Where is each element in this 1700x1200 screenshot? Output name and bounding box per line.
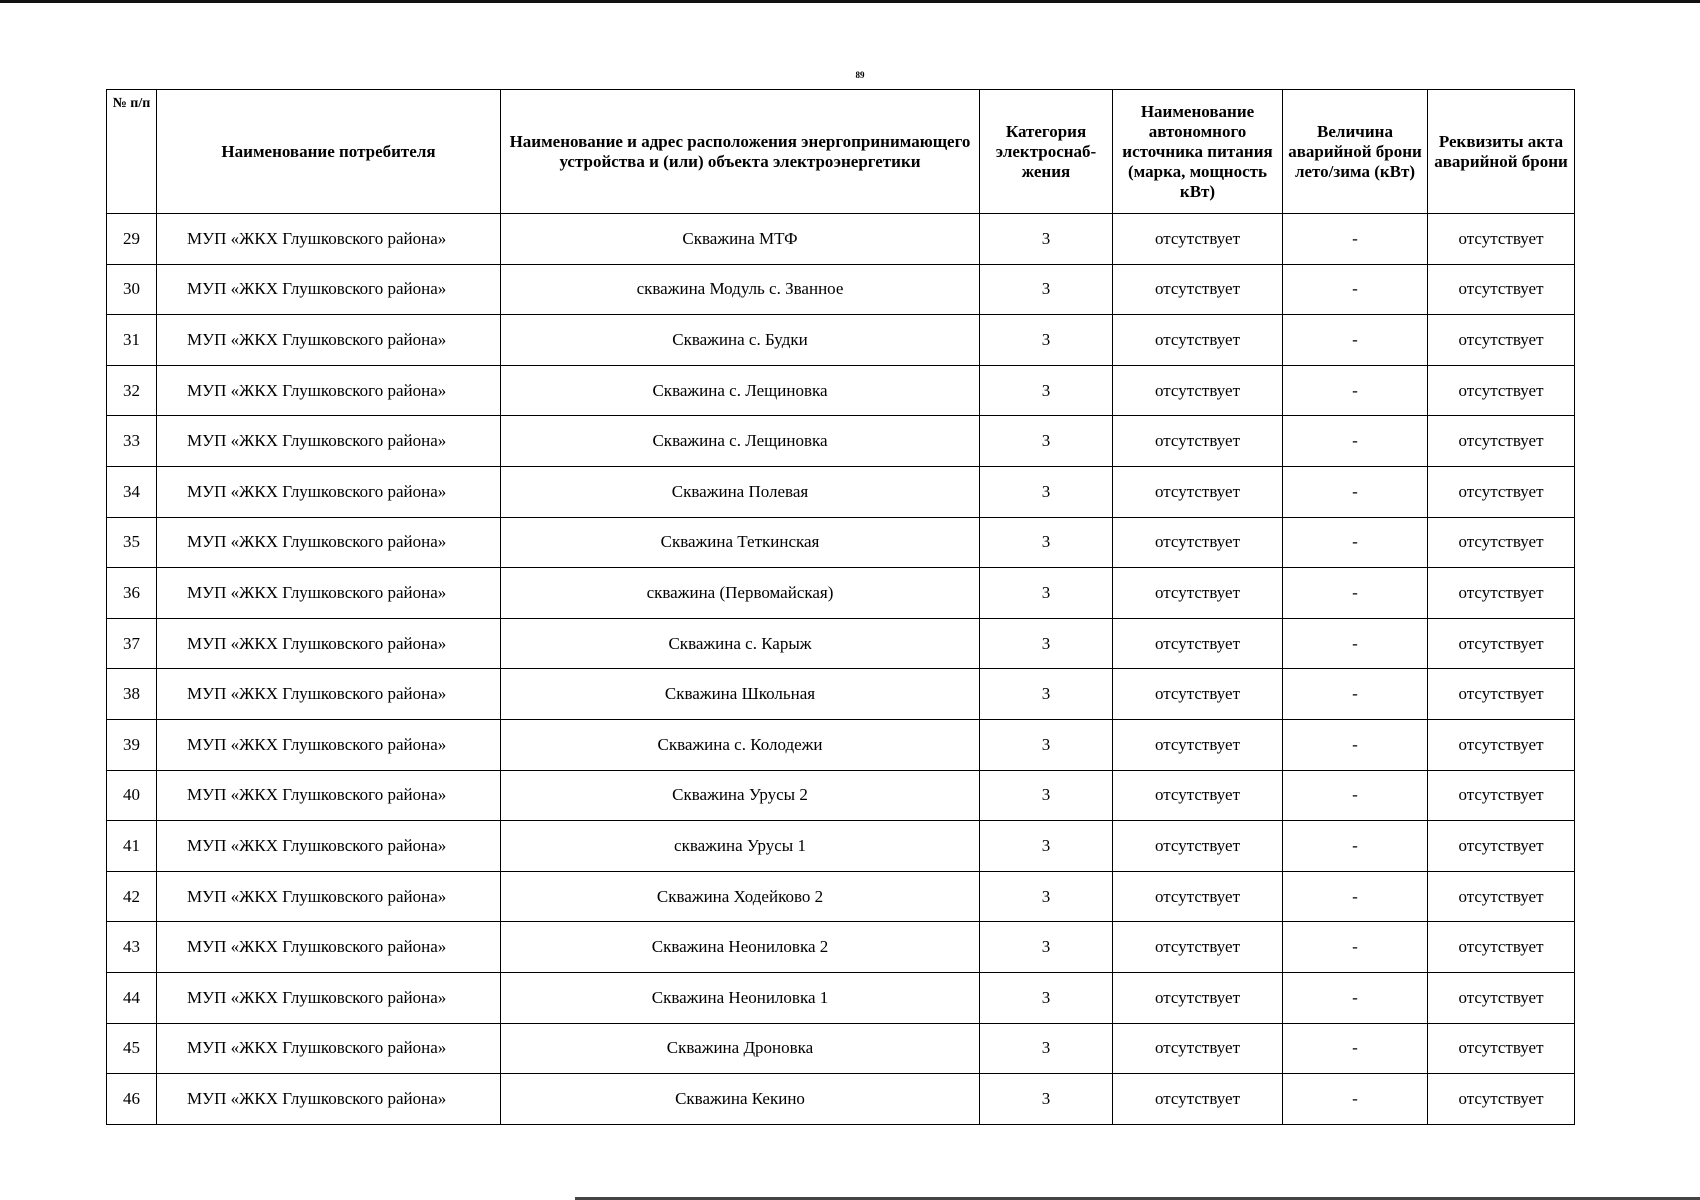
object-name: скважина Модуль с. Званное (501, 264, 980, 315)
autonomous-source: отсутствует (1113, 315, 1283, 366)
reserve-value: - (1283, 264, 1428, 315)
object-name: Скважина Теткинская (501, 517, 980, 568)
reserve-value: - (1283, 821, 1428, 872)
autonomous-source: отсутствует (1113, 416, 1283, 467)
reserve-value: - (1283, 669, 1428, 720)
object-name: Скважина Ходейково 2 (501, 871, 980, 922)
consumer-name: МУП «ЖКХ Глушковского района» (157, 719, 501, 770)
act-details: отсутствует (1428, 1023, 1575, 1074)
autonomous-source: отсутствует (1113, 922, 1283, 973)
object-name: Скважина с. Колодежи (501, 719, 980, 770)
table-row (107, 466, 1575, 517)
row-number: 38 (107, 669, 157, 720)
header-consumer: Наименование потребителя (157, 90, 501, 214)
act-details: отсутствует (1428, 821, 1575, 872)
supply-category: 3 (980, 416, 1113, 467)
header-row (107, 90, 1575, 214)
autonomous-source: отсутствует (1113, 618, 1283, 669)
consumer-name: МУП «ЖКХ Глушковского района» (157, 618, 501, 669)
reserve-value: - (1283, 972, 1428, 1023)
table-header (107, 90, 1575, 214)
reserve-value: - (1283, 922, 1428, 973)
header-autonomous-source: Наименование автономного источника питания (марка, мощность кВт) (1113, 90, 1283, 214)
autonomous-source: отсутствует (1113, 1074, 1283, 1125)
autonomous-source: отсутствует (1113, 669, 1283, 720)
autonomous-source: отсутствует (1113, 264, 1283, 315)
act-details: отсутствует (1428, 466, 1575, 517)
row-number: 41 (107, 821, 157, 872)
act-details: отсутствует (1428, 264, 1575, 315)
act-details: отсутствует (1428, 871, 1575, 922)
page-number: 89 (855, 70, 865, 80)
object-name: Скважина с. Карыж (501, 618, 980, 669)
consumer-name: МУП «ЖКХ Глушковского района» (157, 1074, 501, 1125)
consumer-name: МУП «ЖКХ Глушковского района» (157, 669, 501, 720)
autonomous-source: отсутствует (1113, 466, 1283, 517)
row-number: 30 (107, 264, 157, 315)
object-name: Скважина Дроновка (501, 1023, 980, 1074)
object-name: Скважина МТФ (501, 214, 980, 265)
header-reserve-value: Величина аварийной брони лето/зима (кВт) (1283, 90, 1428, 214)
reserve-value: - (1283, 568, 1428, 619)
act-details: отсутствует (1428, 1074, 1575, 1125)
supply-category: 3 (980, 618, 1113, 669)
act-details: отсутствует (1428, 214, 1575, 265)
table-row (107, 770, 1575, 821)
object-name: Скважина с. Будки (501, 315, 980, 366)
act-details: отсутствует (1428, 416, 1575, 467)
header-category: Категория электроснаб-жения (980, 90, 1113, 214)
autonomous-source: отсутствует (1113, 871, 1283, 922)
consumer-name: МУП «ЖКХ Глушковского района» (157, 871, 501, 922)
object-name: Скважина Неониловка 2 (501, 922, 980, 973)
act-details: отсутствует (1428, 922, 1575, 973)
supply-category: 3 (980, 669, 1113, 720)
autonomous-source: отсутствует (1113, 972, 1283, 1023)
table-row (107, 517, 1575, 568)
supply-category: 3 (980, 315, 1113, 366)
table-row (107, 618, 1575, 669)
autonomous-source: отсутствует (1113, 719, 1283, 770)
supply-category: 3 (980, 719, 1113, 770)
object-name: Скважина с. Лещиновка (501, 365, 980, 416)
act-details: отсутствует (1428, 517, 1575, 568)
header-act-details: Реквизиты акта аварийной брони (1428, 90, 1575, 214)
table-row (107, 1023, 1575, 1074)
emergency-reserve-table (106, 89, 1575, 1125)
act-details: отсутствует (1428, 669, 1575, 720)
table-row (107, 315, 1575, 366)
row-number: 36 (107, 568, 157, 619)
reserve-value: - (1283, 214, 1428, 265)
supply-category: 3 (980, 821, 1113, 872)
object-name: Скважина Кекино (501, 1074, 980, 1125)
reserve-value: - (1283, 719, 1428, 770)
table-row (107, 214, 1575, 265)
consumer-name: МУП «ЖКХ Глушковского района» (157, 821, 501, 872)
act-details: отсутствует (1428, 568, 1575, 619)
row-number: 46 (107, 1074, 157, 1125)
act-details: отсутствует (1428, 315, 1575, 366)
autonomous-source: отсутствует (1113, 821, 1283, 872)
reserve-value: - (1283, 365, 1428, 416)
header-object: Наименование и адрес расположения энергопринимающего устройства и (или) объекта электроэнергетики (501, 90, 980, 214)
table-row (107, 871, 1575, 922)
row-number: 35 (107, 517, 157, 568)
row-number: 39 (107, 719, 157, 770)
supply-category: 3 (980, 568, 1113, 619)
table-row (107, 719, 1575, 770)
object-name: скважина Урусы 1 (501, 821, 980, 872)
table-row (107, 922, 1575, 973)
consumer-name: МУП «ЖКХ Глушковского района» (157, 517, 501, 568)
act-details: отсутствует (1428, 618, 1575, 669)
consumer-name: МУП «ЖКХ Глушковского района» (157, 416, 501, 467)
row-number: 44 (107, 972, 157, 1023)
act-details: отсутствует (1428, 719, 1575, 770)
supply-category: 3 (980, 871, 1113, 922)
table-row (107, 568, 1575, 619)
consumer-name: МУП «ЖКХ Глушковского района» (157, 214, 501, 265)
consumer-name: МУП «ЖКХ Глушковского района» (157, 1023, 501, 1074)
autonomous-source: отсутствует (1113, 568, 1283, 619)
table-row (107, 365, 1575, 416)
reserve-value: - (1283, 466, 1428, 517)
reserve-value: - (1283, 315, 1428, 366)
consumer-name: МУП «ЖКХ Глушковского района» (157, 264, 501, 315)
reserve-value: - (1283, 618, 1428, 669)
object-name: Скважина Школьная (501, 669, 980, 720)
reserve-value: - (1283, 871, 1428, 922)
row-number: 31 (107, 315, 157, 366)
autonomous-source: отсутствует (1113, 770, 1283, 821)
row-number: 29 (107, 214, 157, 265)
reserve-value: - (1283, 416, 1428, 467)
row-number: 40 (107, 770, 157, 821)
scan-border-top (0, 0, 1700, 3)
supply-category: 3 (980, 1023, 1113, 1074)
consumer-name: МУП «ЖКХ Глушковского района» (157, 466, 501, 517)
header-num: № п/п (107, 90, 157, 214)
row-number: 33 (107, 416, 157, 467)
consumer-name: МУП «ЖКХ Глушковского района» (157, 315, 501, 366)
supply-category: 3 (980, 466, 1113, 517)
row-number: 45 (107, 1023, 157, 1074)
table-row (107, 416, 1575, 467)
consumer-name: МУП «ЖКХ Глушковского района» (157, 770, 501, 821)
object-name: Скважина Неониловка 1 (501, 972, 980, 1023)
table-body (107, 214, 1575, 1125)
act-details: отсутствует (1428, 365, 1575, 416)
object-name: Скважина Полевая (501, 466, 980, 517)
table-row (107, 821, 1575, 872)
row-number: 43 (107, 922, 157, 973)
consumer-name: МУП «ЖКХ Глушковского района» (157, 365, 501, 416)
act-details: отсутствует (1428, 972, 1575, 1023)
reserve-value: - (1283, 517, 1428, 568)
supply-category: 3 (980, 517, 1113, 568)
table-row (107, 264, 1575, 315)
reserve-value: - (1283, 1023, 1428, 1074)
table-row (107, 669, 1575, 720)
autonomous-source: отсутствует (1113, 1023, 1283, 1074)
row-number: 37 (107, 618, 157, 669)
supply-category: 3 (980, 365, 1113, 416)
row-number: 34 (107, 466, 157, 517)
object-name: скважина (Первомайская) (501, 568, 980, 619)
supply-category: 3 (980, 214, 1113, 265)
supply-category: 3 (980, 770, 1113, 821)
autonomous-source: отсутствует (1113, 517, 1283, 568)
autonomous-source: отсутствует (1113, 214, 1283, 265)
row-number: 32 (107, 365, 157, 416)
row-number: 42 (107, 871, 157, 922)
consumer-name: МУП «ЖКХ Глушковского района» (157, 922, 501, 973)
consumer-name: МУП «ЖКХ Глушковского района» (157, 568, 501, 619)
object-name: Скважина с. Лещиновка (501, 416, 980, 467)
supply-category: 3 (980, 922, 1113, 973)
supply-category: 3 (980, 264, 1113, 315)
reserve-value: - (1283, 1074, 1428, 1125)
supply-category: 3 (980, 972, 1113, 1023)
consumer-name: МУП «ЖКХ Глушковского района» (157, 972, 501, 1023)
table-row (107, 1074, 1575, 1125)
table-row (107, 972, 1575, 1023)
reserve-value: - (1283, 770, 1428, 821)
object-name: Скважина Урусы 2 (501, 770, 980, 821)
supply-category: 3 (980, 1074, 1113, 1125)
act-details: отсутствует (1428, 770, 1575, 821)
autonomous-source: отсутствует (1113, 365, 1283, 416)
